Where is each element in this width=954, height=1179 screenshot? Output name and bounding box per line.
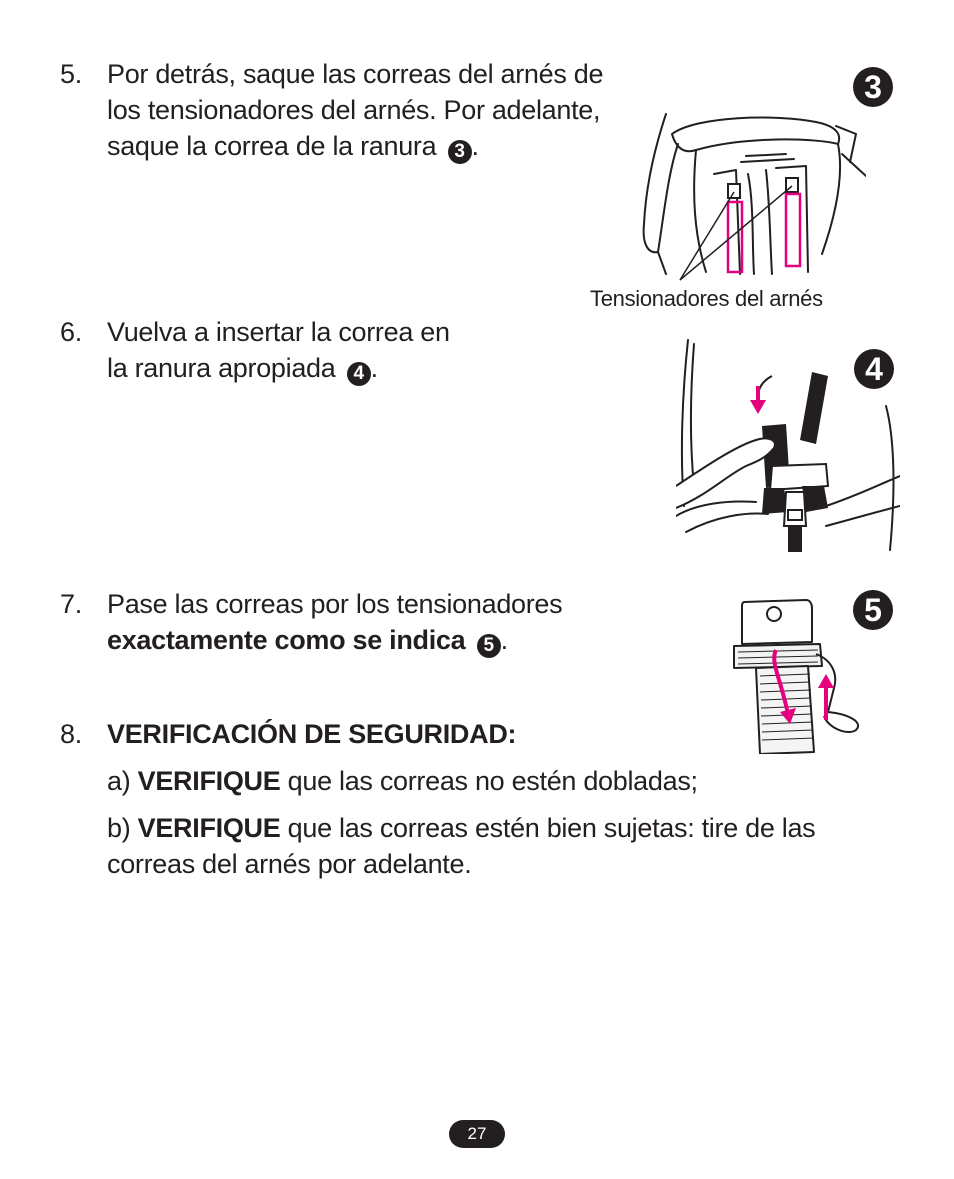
- circled-number-icon: 5: [477, 634, 501, 658]
- check-prefix: b): [107, 813, 131, 843]
- step-line: los tensionadores del arnés. Por adelante,: [107, 95, 601, 125]
- safety-heading: VERIFICACIÓN DE SEGURIDAD:: [107, 719, 517, 749]
- step-heading: [107, 716, 516, 752]
- step-line: Por detrás, saque las correas del arnés de: [107, 59, 604, 89]
- step-text: [107, 56, 603, 164]
- circled-number-icon: 4: [347, 362, 371, 386]
- step-number: 6.: [60, 317, 82, 347]
- step-line: la ranura apropiada 4 .: [107, 353, 378, 384]
- step-line: Vuelva a insertar la correa en: [107, 317, 450, 347]
- figure-5-tensioner-illustration: [728, 596, 864, 754]
- figure-3-caption: Tensionadores del arnés: [590, 286, 823, 311]
- step-line: exactamente como se indica 5 .: [107, 625, 508, 656]
- step-text: [107, 314, 450, 386]
- figure-5-badge: 5: [853, 590, 893, 630]
- check-text: que las correas no estén dobladas;: [287, 766, 698, 796]
- step-number: 7.: [60, 589, 82, 619]
- step-line: saque la correa de la ranura 3 .: [107, 131, 479, 162]
- step-text: [107, 586, 562, 658]
- check-b: [107, 810, 815, 846]
- figure-4-badge: 4: [854, 349, 894, 389]
- check-a: [107, 763, 698, 799]
- step-line: Pase las correas por los tensionadores: [107, 589, 563, 619]
- circled-number-icon: 3: [448, 140, 472, 164]
- check-bold: VERIFIQUE: [137, 766, 281, 796]
- step-line-text: la ranura apropiada: [107, 353, 336, 383]
- page-number: 27: [449, 1120, 505, 1148]
- check-bold: VERIFIQUE: [137, 813, 281, 843]
- figure-3-seat-back-illustration: [636, 104, 866, 284]
- step-line-text: saque la correa de la ranura: [107, 131, 437, 161]
- check-text: que las correas estén bien sujetas: tire de las: [287, 813, 816, 843]
- check-prefix: a): [107, 766, 131, 796]
- check-b-line2: correas del arnés por adelante.: [107, 849, 472, 879]
- step-number: 5.: [60, 59, 82, 89]
- figure-3-badge: 3: [853, 67, 893, 107]
- step-line-bold: exactamente como se indica: [107, 625, 466, 655]
- figure-4-harness-illustration: [676, 336, 900, 552]
- step-number: 8.: [60, 719, 82, 749]
